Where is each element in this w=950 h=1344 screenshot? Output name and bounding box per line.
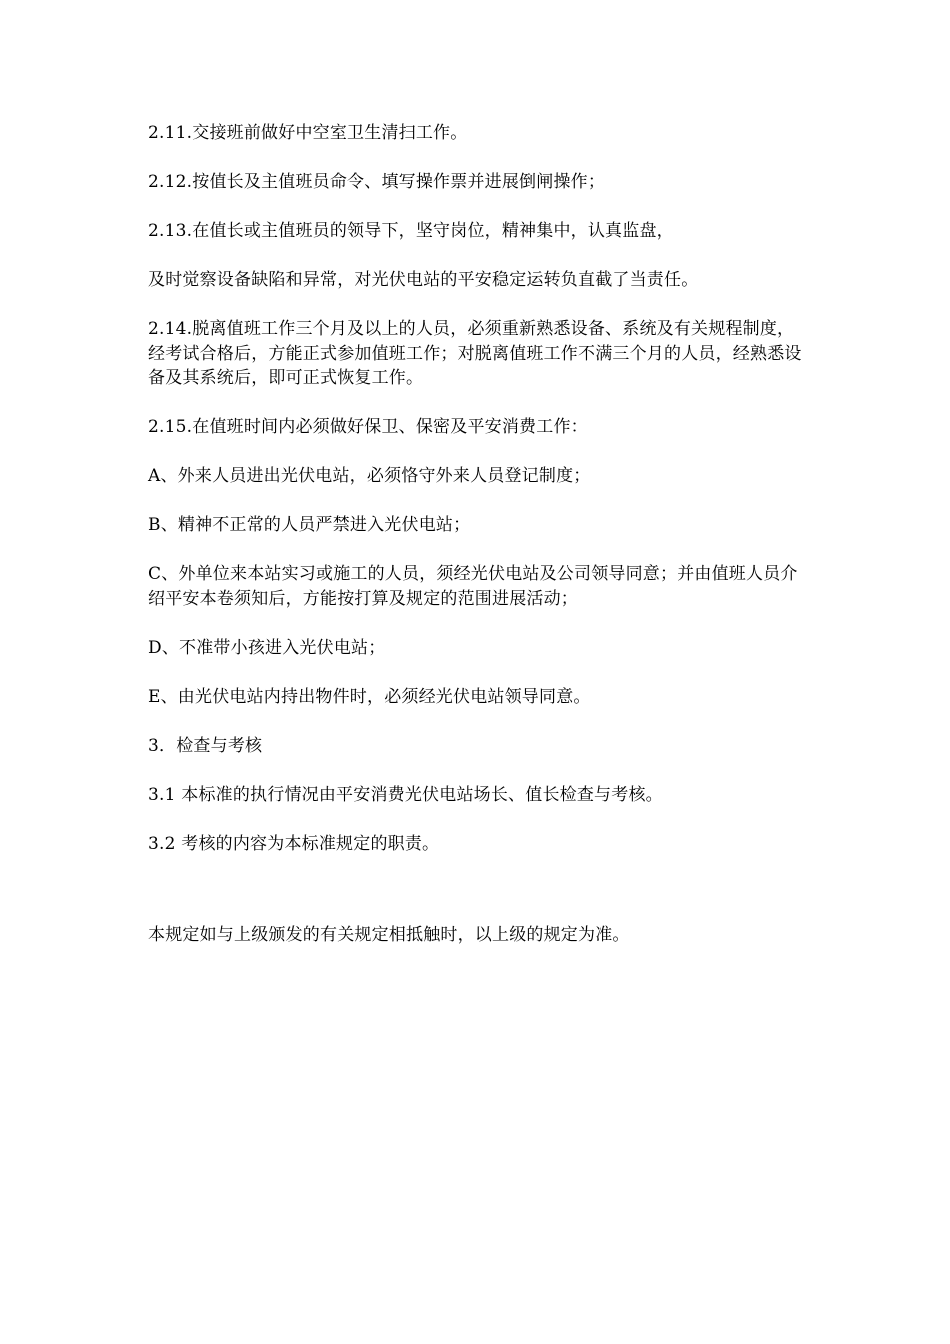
- list-item-a: A、外来人员进出光伏电站，必须恪守外来人员登记制度；: [148, 466, 591, 486]
- closing-statement: 本规定如与上级颁发的有关规定相抵触时，以上级的规定为准。: [148, 925, 630, 945]
- list-item-d: D、不准带小孩进入光伏电站；: [148, 637, 386, 658]
- section-heading-3: 3．检查与考核: [148, 735, 263, 756]
- paragraph-2-13: 2.13.在值长或主值班员的领导下，坚守岗位，精神集中，认真监盘，: [148, 221, 674, 241]
- list-item-b: B、精神不正常的人员严禁进入光伏电站；: [148, 515, 471, 535]
- list-item-e: E、由光伏电站内持出物件时，必须经光伏电站领导同意。: [148, 686, 591, 707]
- paragraph-2-15: 2.15.在值班时间内必须做好保卫、保密及平安消费工作：: [148, 417, 588, 437]
- document-body: [148, 121, 808, 948]
- paragraph-2-14: 2.14.脱离值班工作三个月及以上的人员，必须重新熟悉设备、系统及有关规程制度，经考试合格后，方能正式参加值班工作；对脱离值班工作不满三个月的人员，经熟悉设备及其系统后，即可正式恢复工作。: [148, 319, 802, 388]
- paragraph-2-11: 2.11.交接班前做好中空室卫生清扫工作。: [148, 123, 468, 143]
- paragraph-2-13-continued: 及时觉察设备缺陷和异常，对光伏电站的平安稳定运转负直截了当责任。: [148, 270, 699, 290]
- paragraph-3-1: 3.1 本标准的执行情况由平安消费光伏电站场长、值长检查与考核。: [148, 784, 663, 805]
- list-item-c: C、外单位来本站实习或施工的人员，须经光伏电站及公司领导同意；并由值班人员介绍平安本卷须知后，方能按打算及规定的范围进展活动；: [148, 564, 798, 609]
- paragraph-3-2: 3.2 考核的内容为本标准规定的职责。: [148, 833, 440, 854]
- paragraph-2-12: 2.12.按值长及主值班员命令、填写操作票并进展倒闸操作；: [148, 172, 606, 192]
